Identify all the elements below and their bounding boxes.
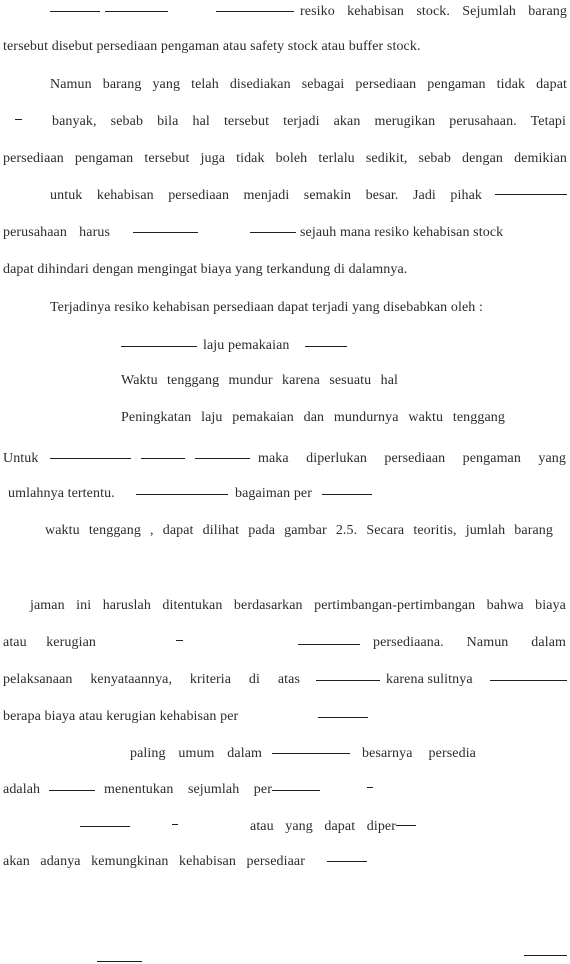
text-line-5: persediaan pengaman tersebut juga tidak boleh terlalu sedikit, sebab dengan demikian (3, 151, 567, 166)
blank-line (97, 961, 142, 962)
blank-line (272, 790, 320, 791)
text-line-13a: Untuk (3, 451, 39, 466)
text-line-22: atau yang dapat diper (250, 819, 396, 834)
blank-line (524, 955, 567, 956)
blank-line (272, 753, 350, 754)
blank-line (121, 346, 197, 347)
text-line-17a: atau kerugian (3, 635, 96, 650)
blank-line (195, 458, 250, 459)
blank-line (305, 346, 347, 347)
text-line-19: berapa biaya atau kerugian kehabisan per (3, 709, 239, 724)
blank-line (327, 861, 367, 862)
text-line-18a: pelaksanaan kenyataannya, kriteria di atas (3, 672, 300, 687)
text-line-10: laju pemakaian (203, 338, 290, 353)
blank-line (490, 680, 567, 681)
text-line-11: Waktu tenggang mundur karena sesuatu hal (121, 373, 398, 388)
text-line-3: Namun barang yang telah disediakan sebagai persediaan pengaman tidak dapat (50, 77, 567, 92)
blank-line (250, 232, 296, 233)
text-line-21b: menentukan sejumlah per (104, 782, 272, 797)
blank-line (49, 790, 95, 791)
text-line-14b: bagaiman per (235, 486, 312, 501)
blank-line (298, 644, 360, 645)
blank-line (105, 11, 168, 12)
blank-line (216, 11, 294, 12)
blank-line (495, 194, 567, 195)
text-line-14a: umlahnya tertentu. (8, 486, 115, 501)
text-line-16: jaman ini haruslah ditentukan berdasarkan pertimbangan-pertimbangan bahwa biaya (30, 598, 566, 613)
text-line-1: resiko kehabisan stock. Sejumlah barang (300, 4, 567, 19)
text-line-15: waktu tenggang , dapat dilihat pada gambar 2.5. Secara teoritis, jumlah barang (45, 523, 553, 538)
text-line-7a: perusahaan harus (3, 225, 110, 240)
text-line-17b: persediaana. Namun dalam (373, 635, 566, 650)
text-line-2: tersebut disebut persediaan pengaman atau safety stock atau buffer stock. (3, 39, 421, 54)
text-line-8: dapat dihindari dengan mengingat biaya yang terkandung di dalamnya. (3, 262, 408, 277)
text-line-12: Peningkatan laju pemakaian dan mundurnya waktu tenggang (121, 410, 505, 425)
blank-line (141, 458, 185, 459)
blank-line (133, 232, 198, 233)
blank-line (80, 826, 130, 827)
text-line-7b: sejauh mana resiko kehabisan stock (300, 225, 504, 240)
dash-mark (15, 119, 22, 120)
blank-line (322, 494, 372, 495)
blank-line (50, 11, 100, 12)
dash-mark (176, 640, 183, 641)
blank-line (136, 494, 228, 495)
text-line-13b: maka diperlukan persediaan pengaman yang (258, 451, 566, 466)
text-line-6: untuk kehabisan persediaan menjadi semakin besar. Jadi pihak (50, 188, 482, 203)
text-line-9: Terjadinya resiko kehabisan persediaan dapat terjadi yang disebabkan oleh : (50, 300, 483, 315)
text-line-23: akan adanya kemungkinan kehabisan persediaar (3, 854, 305, 869)
dash-mark (172, 824, 178, 825)
text-line-18b: karena sulitnya (386, 672, 473, 687)
blank-line (316, 680, 380, 681)
text-line-21a: adalah (3, 782, 41, 797)
text-line-20b: besarnya persedia (362, 746, 476, 761)
text-line-4: banyak, sebab bila hal tersebut terjadi akan merugikan perusahaan. Tetapi (52, 114, 566, 129)
blank-line (396, 825, 416, 826)
dash-mark (367, 787, 373, 788)
blank-line (318, 717, 368, 718)
blank-line (50, 458, 131, 459)
text-line-20a: paling umum dalam (130, 746, 262, 761)
